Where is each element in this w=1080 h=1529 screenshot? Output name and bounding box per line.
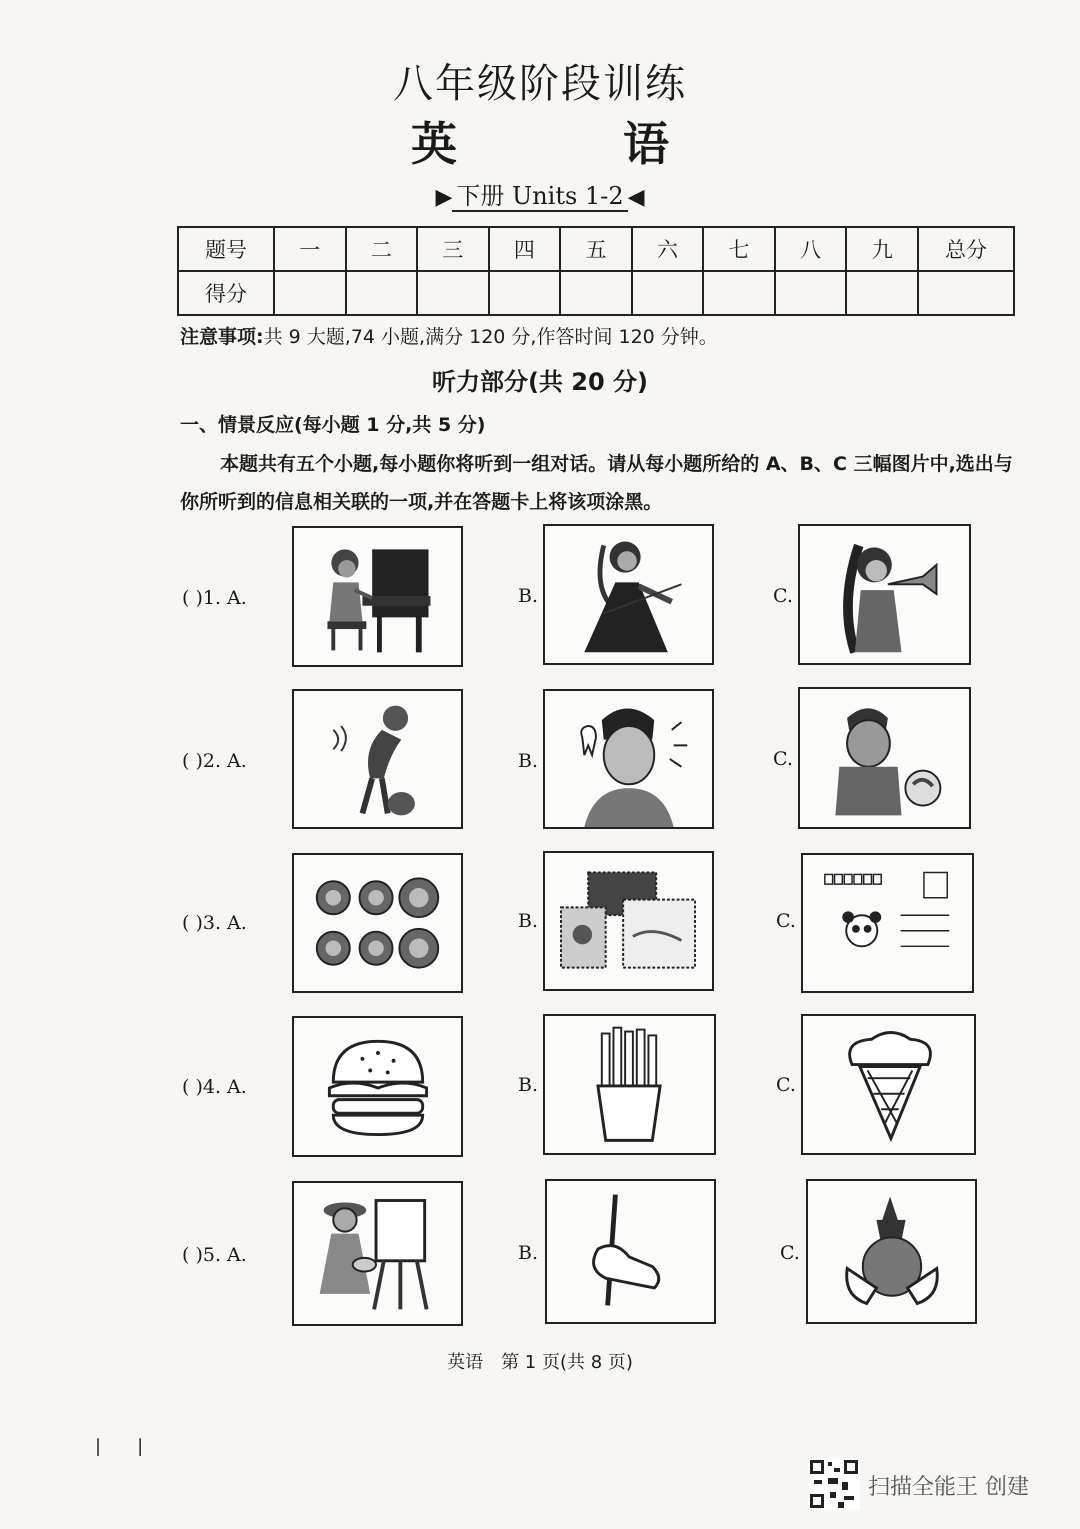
q2-option-b-picture[interactable] — [543, 689, 714, 829]
score-cell[interactable] — [560, 271, 632, 315]
q2-option-b-label: B. — [518, 750, 539, 772]
q3-option-c-label: C. — [776, 910, 796, 932]
coins-icon — [294, 855, 461, 991]
q3-option-c-picture[interactable] — [801, 853, 974, 993]
q5-option-c-label: C. — [780, 1242, 800, 1264]
girl-playing-violin-icon — [545, 526, 712, 663]
score-cell[interactable] — [489, 271, 561, 315]
score-row-label: 得分 — [178, 271, 274, 315]
q4-option-a-picture[interactable] — [292, 1016, 463, 1157]
q1-option-b-picture[interactable] — [543, 524, 714, 665]
q3-option-a-picture[interactable] — [292, 853, 463, 993]
girl-playing-piano-icon — [294, 528, 461, 665]
q4-option-b-picture[interactable] — [543, 1014, 716, 1155]
q5-option-b-label: B. — [518, 1242, 539, 1264]
score-cell[interactable] — [846, 271, 918, 315]
q3-option-b-picture[interactable] — [543, 851, 714, 991]
q1-option-b-label: B. — [518, 585, 539, 607]
score-cell[interactable] — [417, 271, 489, 315]
triangle-left-icon: ◀ — [627, 185, 645, 210]
backache-man-icon — [294, 691, 461, 827]
score-header-cell: 二 — [346, 227, 418, 271]
score-cell[interactable] — [703, 271, 775, 315]
notes-label: 注意事项: — [180, 326, 264, 348]
score-header-row — [178, 227, 1014, 271]
triangle-right-icon: ▶ — [435, 185, 453, 210]
hamburger-icon — [294, 1018, 461, 1155]
score-header-cell: 一 — [274, 227, 346, 271]
q4-option-c-label: C. — [776, 1074, 796, 1096]
score-cell[interactable] — [274, 271, 346, 315]
toothache-man-icon — [545, 691, 712, 827]
stomachache-boy-icon — [800, 689, 969, 827]
score-header-cell: 九 — [846, 227, 918, 271]
score-cell[interactable] — [918, 271, 1014, 315]
score-header-cell: 七 — [703, 227, 775, 271]
q5-option-c-picture[interactable] — [806, 1179, 977, 1324]
score-header-cell: 四 — [489, 227, 561, 271]
score-header-cell: 三 — [417, 227, 489, 271]
qr-code-icon — [808, 1458, 860, 1510]
question-1-label: ( )1. A. — [182, 587, 247, 609]
q1-option-a-picture[interactable] — [292, 526, 463, 667]
score-table — [177, 226, 1015, 316]
exam-title: 八年级阶段训练 — [393, 61, 687, 107]
q1-option-c-label: C. — [773, 585, 793, 607]
score-header-cell: 六 — [632, 227, 704, 271]
score-cell[interactable] — [346, 271, 418, 315]
postcard-panda-icon — [803, 855, 972, 991]
q5-option-b-picture[interactable] — [545, 1179, 716, 1324]
volume-label — [0, 176, 1080, 211]
subject-title: 英 语 — [411, 117, 729, 171]
ice-cream-cone-icon — [803, 1016, 974, 1153]
question-2-label: ( )2. A. — [182, 750, 247, 772]
q1-option-c-picture[interactable] — [798, 524, 971, 665]
question-5-label: ( )5. A. — [182, 1244, 247, 1266]
hand-holding-brush-icon — [547, 1181, 714, 1322]
french-fries-icon — [545, 1016, 714, 1153]
score-header-cell: 总分 — [918, 227, 1014, 271]
notes-text: 共 9 大题,74 小题,满分 120 分,作答时间 120 分钟。 — [263, 326, 718, 348]
score-header-cell: 五 — [560, 227, 632, 271]
q4-option-c-picture[interactable] — [801, 1014, 976, 1155]
q3-option-b-label: B. — [518, 910, 539, 932]
q5-option-a-picture[interactable] — [292, 1181, 463, 1326]
q2-option-c-picture[interactable] — [798, 687, 971, 829]
section1-instruction: 本题共有五个小题,每小题你将听到一组对话。请从每小题所给的 A、B、C 三幅图片中,选出与你所听到的信息相关联的一项,并在答题卡上将该项涂黑。 — [180, 453, 1013, 513]
volume-text: 下册 Units 1-2 — [452, 182, 627, 212]
girl-playing-trumpet-icon — [800, 526, 969, 663]
score-header-cell: 题号 — [178, 227, 274, 271]
girl-painting-easel-icon — [294, 1183, 461, 1324]
watermark-text: 扫描全能王 创建 — [868, 1475, 1029, 1500]
score-header-cell: 八 — [775, 227, 847, 271]
hands-paper-cutting-icon — [808, 1181, 975, 1322]
q2-option-c-label: C. — [773, 748, 793, 770]
section1-title: 一、情景反应(每小题 1 分,共 5 分) — [180, 414, 486, 436]
score-cell[interactable] — [632, 271, 704, 315]
listening-part-title: 听力部分(共 20 分) — [431, 368, 649, 396]
margin-marks: | | — [95, 1436, 144, 1457]
page-footer: 英语 第 1 页(共 8 页) — [447, 1352, 633, 1373]
q2-option-a-picture[interactable] — [292, 689, 463, 829]
score-value-row — [178, 271, 1014, 315]
q4-option-b-label: B. — [518, 1074, 539, 1096]
question-3-label: ( )3. A. — [182, 912, 247, 934]
exam-notes — [180, 322, 718, 349]
question-4-label: ( )4. A. — [182, 1076, 247, 1098]
score-cell[interactable] — [775, 271, 847, 315]
stamps-icon — [545, 853, 712, 989]
